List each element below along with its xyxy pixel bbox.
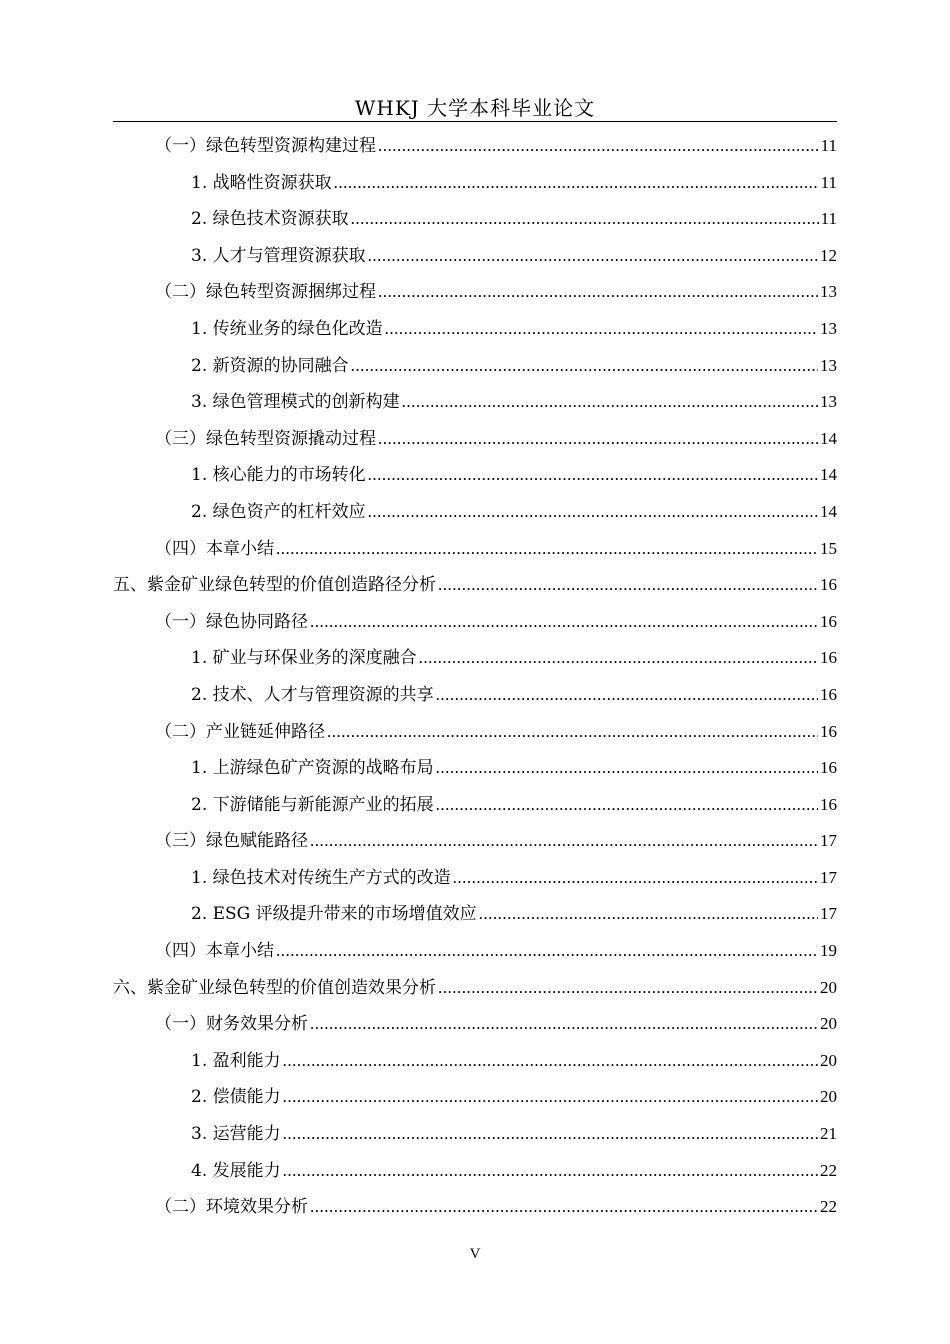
toc-entry[interactable]	[113, 607, 837, 644]
toc-entry-page: 20	[820, 1087, 837, 1107]
toc-entry[interactable]	[113, 351, 837, 388]
toc-entry[interactable]	[113, 899, 837, 936]
toc-entry-page: 16	[820, 648, 837, 668]
toc-entry-title: 1. 绿色技术对传统生产方式的改造	[191, 867, 451, 888]
toc-entry-page: 14	[820, 465, 837, 485]
toc-entry-page: 15	[820, 538, 837, 558]
toc-entry[interactable]	[113, 534, 837, 571]
toc-entry-title: 2. 绿色资产的杠杆效应	[191, 501, 366, 522]
toc-entry-title: 1. 上游绿色矿产资源的战略布局	[191, 758, 434, 779]
toc-leader-dots	[276, 539, 818, 559]
toc-entry-title: 2. ESG 评级提升带来的市场增值效应	[191, 904, 477, 925]
toc-entry-title: （一）财务效果分析	[155, 1014, 308, 1035]
toc-entry-title: 1. 盈利能力	[191, 1050, 281, 1071]
toc-entry-page: 22	[820, 1160, 837, 1180]
toc-leader-dots	[453, 868, 818, 888]
toc-leader-dots	[334, 173, 819, 193]
toc-entry-title: 3. 运营能力	[191, 1124, 281, 1145]
toc-leader-dots	[479, 904, 818, 924]
toc-entry-page: 22	[820, 1197, 837, 1217]
toc-entry-page: 11	[820, 172, 837, 192]
toc-entry-page: 16	[820, 575, 837, 595]
toc-entry[interactable]	[113, 241, 837, 278]
toc-entry-title: 2. 偿债能力	[191, 1087, 281, 1108]
toc-leader-dots	[419, 648, 818, 668]
toc-leader-dots	[276, 941, 818, 961]
toc-leader-dots	[351, 209, 819, 229]
toc-entry[interactable]	[113, 570, 837, 607]
toc-entry-page: 16	[820, 721, 837, 741]
toc-entry-title: 2. 下游储能与新能源产业的拓展	[191, 794, 434, 815]
toc-entry-title: （二）环境效果分析	[155, 1197, 308, 1218]
toc-entry-page: 14	[820, 428, 837, 448]
toc-entry[interactable]	[113, 863, 837, 900]
toc-entry[interactable]	[113, 1046, 837, 1083]
toc-entry[interactable]	[113, 387, 837, 424]
toc-entry[interactable]	[113, 1119, 837, 1156]
toc-entry-page: 21	[820, 1124, 837, 1144]
toc-leader-dots	[438, 978, 818, 998]
toc-entry-title: （四）本章小结	[155, 941, 274, 962]
toc-entry[interactable]	[113, 973, 837, 1010]
toc-entry-title: （二）产业链延伸路径	[155, 721, 325, 742]
header-rule	[113, 121, 837, 122]
running-header: WHKJ 大学本科毕业论文	[354, 96, 596, 120]
toc-entry-page: 17	[820, 867, 837, 887]
toc-entry-title: 2. 新资源的协同融合	[191, 355, 349, 376]
toc-entry[interactable]	[113, 424, 837, 461]
toc-entry-title: 4. 发展能力	[191, 1160, 281, 1181]
toc-entry-page: 20	[820, 1014, 837, 1034]
toc-entry-page: 16	[820, 611, 837, 631]
toc-leader-dots	[378, 429, 818, 449]
toc-entry-page: 19	[820, 941, 837, 961]
toc-entry-title: （三）绿色转型资源撬动过程	[155, 428, 376, 449]
toc-entry-page: 16	[820, 684, 837, 704]
toc-entry-page: 17	[820, 831, 837, 851]
toc-entry-title: 六、紫金矿业绿色转型的价值创造效果分析	[113, 977, 436, 998]
toc-leader-dots	[436, 795, 818, 815]
toc-leader-dots	[436, 758, 818, 778]
page-number: V	[469, 1246, 481, 1262]
toc-entry-title: 3. 人才与管理资源获取	[191, 245, 366, 266]
toc-entry[interactable]	[113, 131, 837, 168]
toc-entry-title: （四）本章小结	[155, 538, 274, 559]
toc-entry-title: 2. 绿色技术资源获取	[191, 209, 349, 230]
toc-leader-dots	[283, 1051, 818, 1071]
toc-leader-dots	[310, 831, 818, 851]
toc-entry[interactable]	[113, 680, 837, 717]
toc-leader-dots	[438, 575, 818, 595]
toc-entry-title: 3. 绿色管理模式的创新构建	[191, 392, 400, 413]
toc-entry[interactable]	[113, 717, 837, 754]
toc-leader-dots	[310, 1197, 818, 1217]
toc-entry-page: 13	[820, 355, 837, 375]
toc-entry-page: 16	[820, 794, 837, 814]
toc-entry-page: 13	[820, 318, 837, 338]
toc-entry[interactable]	[113, 826, 837, 863]
toc-entry-title: （三）绿色赋能路径	[155, 831, 308, 852]
toc-entry-title: 1. 矿业与环保业务的深度融合	[191, 648, 417, 669]
toc-entry[interactable]	[113, 497, 837, 534]
toc-leader-dots	[402, 392, 818, 412]
toc-leader-dots	[378, 136, 819, 156]
toc-leader-dots	[351, 356, 818, 376]
toc-entry-page: 17	[820, 904, 837, 924]
toc-entry[interactable]	[113, 936, 837, 973]
toc-leader-dots	[283, 1161, 818, 1181]
toc-leader-dots	[368, 502, 818, 522]
toc-entry-page: 13	[820, 392, 837, 412]
toc-leader-dots	[385, 319, 818, 339]
toc-entry[interactable]	[113, 753, 837, 790]
toc-entry[interactable]	[113, 1192, 837, 1229]
toc-entry[interactable]	[113, 168, 837, 205]
toc-entry-page: 12	[820, 245, 837, 265]
toc-entry-title: （二）绿色转型资源捆绑过程	[155, 282, 376, 303]
toc-leader-dots	[368, 246, 818, 266]
toc-entry[interactable]	[113, 1009, 837, 1046]
toc-entry[interactable]	[113, 277, 837, 314]
toc-entry[interactable]	[113, 1082, 837, 1119]
toc-entry-page: 11	[820, 209, 837, 229]
toc-entry-page: 16	[820, 758, 837, 778]
toc-entry[interactable]	[113, 314, 837, 351]
toc-leader-dots	[283, 1124, 818, 1144]
toc-entry-page: 20	[820, 1050, 837, 1070]
toc-entry-title: 1. 战略性资源获取	[191, 172, 332, 193]
toc-entry-title: （一）绿色转型资源构建过程	[155, 136, 376, 156]
toc-leader-dots	[327, 722, 818, 742]
toc-leader-dots	[310, 612, 818, 632]
toc-entry-page: 11	[820, 136, 837, 155]
toc-leader-dots	[436, 685, 818, 705]
table-of-contents	[113, 131, 837, 1229]
toc-entry[interactable]	[113, 790, 837, 827]
toc-entry-page: 14	[820, 501, 837, 521]
toc-entry-title: 1. 核心能力的市场转化	[191, 465, 366, 486]
toc-entry-title: 五、紫金矿业绿色转型的价值创造路径分析	[113, 575, 436, 596]
toc-entry-title: 2. 技术、人才与管理资源的共享	[191, 684, 434, 705]
toc-leader-dots	[310, 1014, 818, 1034]
toc-leader-dots	[283, 1087, 818, 1107]
toc-leader-dots	[368, 465, 818, 485]
toc-entry-page: 13	[820, 282, 837, 302]
toc-entry-title: 1. 传统业务的绿色化改造	[191, 318, 383, 339]
toc-entry-page: 20	[820, 977, 837, 997]
toc-entry[interactable]	[113, 204, 837, 241]
toc-entry[interactable]	[113, 460, 837, 497]
toc-entry[interactable]	[113, 643, 837, 680]
toc-leader-dots	[378, 282, 818, 302]
toc-entry-title: （一）绿色协同路径	[155, 611, 308, 632]
toc-entry[interactable]	[113, 1156, 837, 1193]
